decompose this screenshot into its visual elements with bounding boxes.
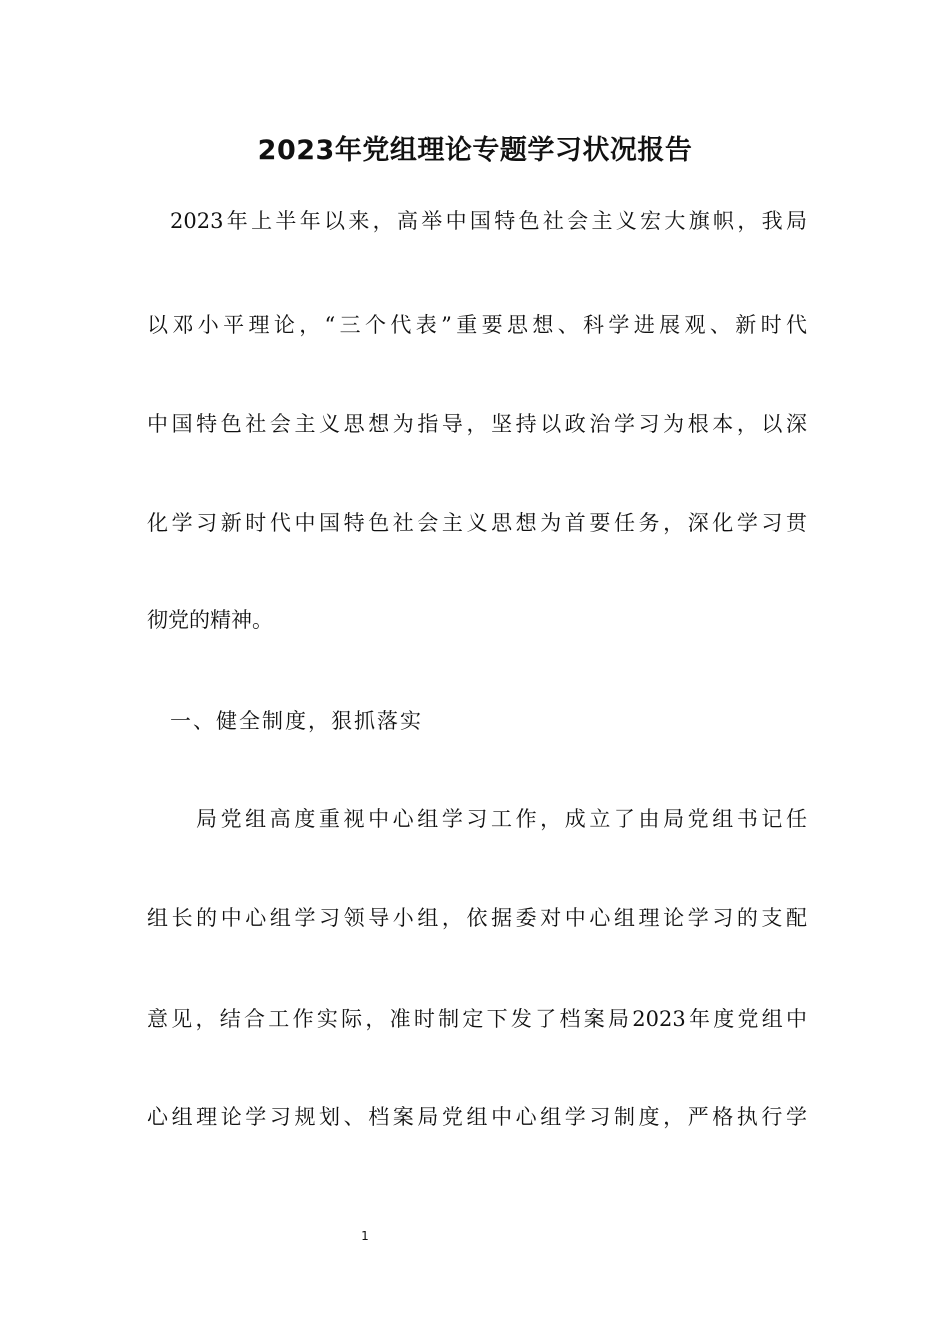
intro-line-3: 中国特色社会主义思想为指导，坚持以政治学习为根本，以深	[147, 412, 807, 436]
section-line-3: 意见，结合工作实际，准时制定下发了档案局2023年度党组中	[147, 1007, 807, 1031]
section-line-2: 组长的中心组学习领导小组，依据委对中心组理论学习的支配	[147, 906, 807, 930]
section-heading: 一、健全制度，狠抓落实	[170, 709, 423, 733]
document-title: 2023年党组理论专题学习状况报告	[257, 135, 693, 166]
intro-line-4: 化学习新时代中国特色社会主义思想为首要任务，深化学习贯	[147, 511, 807, 535]
section-line-4: 心组理论学习规划、档案局党组中心组学习制度，严格执行学	[147, 1105, 807, 1129]
intro-line-2: 以邓小平理论，“三个代表”重要思想、科学进展观、新时代	[147, 313, 807, 337]
section-line-1: 局党组高度重视中心组学习工作，成立了由局党组书记任	[196, 807, 807, 831]
intro-line-1: 2023年上半年以来，高举中国特色社会主义宏大旗帜，我局	[170, 209, 807, 233]
intro-line-5: 彻党的精神。	[147, 608, 273, 632]
page-number: 1	[361, 1229, 369, 1243]
